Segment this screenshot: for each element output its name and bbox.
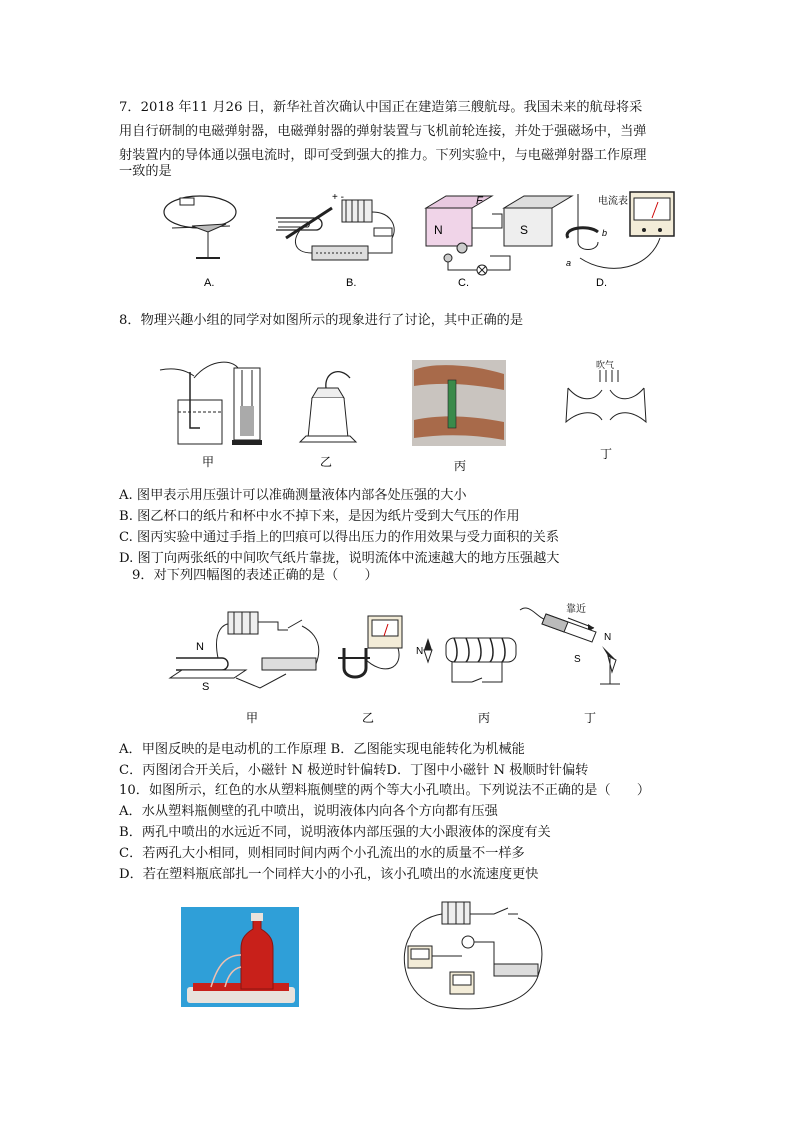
q8-caption-jia: 甲 bbox=[202, 455, 215, 469]
q9-caption-bing: 丙 bbox=[478, 711, 491, 725]
q9-caption-ding: 丁 bbox=[584, 711, 597, 725]
q7-option-c: C. bbox=[458, 277, 469, 289]
q8-fig-ding bbox=[566, 359, 646, 422]
svg-text:F: F bbox=[476, 195, 483, 207]
svg-text:N: N bbox=[416, 646, 424, 657]
q7-fig-c bbox=[426, 195, 572, 289]
q10-option-a: A．水从塑料瓶侧壁的孔中喷出，说明液体内向各个方向都有压强 bbox=[119, 804, 498, 819]
q8-figures bbox=[150, 358, 670, 476]
q7-fig-b bbox=[276, 192, 394, 289]
svg-text:N: N bbox=[196, 641, 204, 653]
q10-stem: 10．如图所示，红色的水从塑料瓶侧壁的两个等大小孔喷出。下列说法不正确的是（ ） bbox=[119, 783, 651, 798]
q7-line-2: 用自行研制的电磁弹射器，电磁弹射器的弹射装置与飞机前轮连接，并处于强磁场中，当弹 bbox=[119, 124, 647, 139]
q9-fig-bing bbox=[416, 638, 516, 682]
svg-text:S: S bbox=[520, 223, 529, 237]
svg-text:a: a bbox=[566, 258, 572, 268]
svg-text:电流表: 电流表 bbox=[598, 196, 628, 207]
q8-fig-yi bbox=[300, 372, 356, 442]
q8-caption-ding: 丁 bbox=[600, 447, 613, 461]
q7-option-d: D. bbox=[596, 277, 607, 289]
q8-fig-jia bbox=[160, 362, 262, 445]
svg-text:b: b bbox=[602, 228, 608, 238]
q7-option-a: A. bbox=[204, 277, 215, 289]
q10-option-d: D．若在塑料瓶底部扎一个同样大小的小孔，该小孔喷出的水流速度更快 bbox=[119, 867, 539, 882]
q7-line-4: 一致的是 bbox=[119, 164, 172, 179]
q10-option-c: C．若两孔大小相同，则相同时间内两个小孔流出的水的质量不一样多 bbox=[119, 846, 525, 861]
q9-caption-yi: 乙 bbox=[362, 711, 375, 725]
svg-text:吹气: 吹气 bbox=[596, 360, 615, 370]
q8-fig-bing bbox=[412, 360, 506, 446]
q7-fig-d bbox=[566, 192, 674, 289]
q10-option-b: B．两孔中喷出的水远近不同，说明液体内部压强的大小跟液体的深度有关 bbox=[119, 825, 551, 840]
q7-line-1: 7．2018 年11 月26 日，新华社首次确认中国正在建造第三艘航母。我国未来的航母将采 bbox=[119, 100, 643, 115]
q8-option-d: D. 图丁向两张纸的中间吹气纸片靠拢，说明流体中流速越大的地方压强越大 bbox=[119, 551, 560, 566]
q8-caption-yi: 乙 bbox=[320, 455, 333, 469]
q9-figures bbox=[166, 598, 636, 728]
q7-fig-a bbox=[164, 196, 236, 289]
q8-option-a: A. 图甲表示用压强计可以准确测量液体内部各处压强的大小 bbox=[119, 488, 467, 503]
svg-text:S: S bbox=[202, 681, 210, 693]
svg-text:S: S bbox=[574, 654, 581, 665]
q9-fig-ding bbox=[520, 602, 620, 684]
svg-text:N: N bbox=[434, 223, 443, 237]
q9-caption-jia: 甲 bbox=[246, 711, 259, 725]
q9-fig-jia bbox=[170, 612, 319, 693]
svg-text:靠近: 靠近 bbox=[566, 604, 586, 615]
svg-text:+ -: + - bbox=[332, 192, 344, 203]
q9-fig-yi bbox=[338, 616, 402, 677]
q7-option-b: B. bbox=[346, 277, 357, 289]
q9-option-cd: C．丙图闭合开关后，小磁针 N 极逆时针偏转D．丁图中小磁针 N 极顺时针偏转 bbox=[119, 763, 589, 778]
q9-option-ab: A．甲图反映的是电动机的工作原理 B．乙图能实现电能转化为机械能 bbox=[119, 742, 525, 757]
q10-circuit-diagram bbox=[398, 896, 554, 1012]
q8-option-b: B. 图乙杯口的纸片和杯中水不掉下来，是因为纸片受到大气压的作用 bbox=[119, 509, 520, 524]
q10-bottle-photo bbox=[181, 907, 299, 1007]
svg-text:N: N bbox=[604, 632, 612, 643]
q8-stem: 8．物理兴趣小组的同学对如图所示的现象进行了讨论，其中正确的是 bbox=[119, 313, 524, 328]
q8-caption-bing: 丙 bbox=[454, 459, 467, 473]
q7-line-3: 射装置内的导体通以强电流时，即可受到强大的推力。下列实验中，与电磁弹射器工作原理 bbox=[119, 148, 647, 163]
q8-option-c: C. 图丙实验中通过手指上的凹痕可以得出压力的作用效果与受力面积的关系 bbox=[119, 530, 560, 545]
q9-stem: 9．对下列四幅图的表述正确的是（ ） bbox=[132, 568, 378, 583]
q7-figures bbox=[160, 188, 680, 294]
